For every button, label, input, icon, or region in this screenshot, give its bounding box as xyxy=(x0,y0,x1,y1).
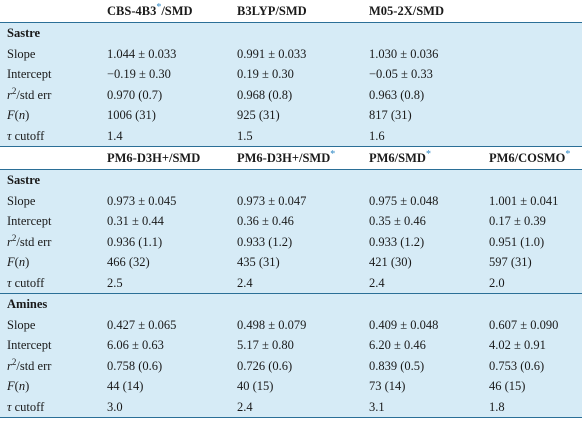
row-label: Intercept xyxy=(0,335,100,356)
row-label: Intercept xyxy=(0,64,100,85)
table-cell: 0.36 ± 0.46 xyxy=(230,211,362,232)
table-cell: 0.991 ± 0.033 xyxy=(230,44,362,65)
table-cell: 3.0 xyxy=(100,397,230,418)
table-cell: 40 (15) xyxy=(230,376,362,397)
table-row xyxy=(0,191,582,212)
row-label: Slope xyxy=(0,191,100,212)
table-cell: 2.0 xyxy=(482,273,582,294)
table-row xyxy=(0,376,582,397)
table-cell: 5.17 ± 0.80 xyxy=(230,335,362,356)
table-cell: 73 (14) xyxy=(362,376,482,397)
table-cell: 0.933 (1.2) xyxy=(230,232,362,253)
section-row xyxy=(0,294,582,315)
table-cell: 2.4 xyxy=(230,397,362,418)
row-label: Intercept xyxy=(0,211,100,232)
table-cell: 0.607 ± 0.090 xyxy=(482,315,582,336)
table-cell: 466 (32) xyxy=(100,252,230,273)
row-label: F(n) xyxy=(0,252,100,273)
table-cell: 0.726 (0.6) xyxy=(230,356,362,377)
row-label: $r^2$/std err xyxy=(0,232,100,253)
table-row xyxy=(0,397,582,418)
table-cell: 46 (15) xyxy=(482,376,582,397)
table-cell: 0.498 ± 0.079 xyxy=(230,315,362,336)
table-cell: 0.951 (1.0) xyxy=(482,232,582,253)
table-cell: 0.427 ± 0.065 xyxy=(100,315,230,336)
table-cell: 0.31 ± 0.44 xyxy=(100,211,230,232)
col-header-pm6-cosmo-star: PM6/COSMO* xyxy=(482,147,582,170)
section-row xyxy=(0,170,582,191)
table-cell: 0.973 ± 0.045 xyxy=(100,191,230,212)
table-cell: 44 (14) xyxy=(100,376,230,397)
table-cell: 1.5 xyxy=(230,126,362,147)
table-row xyxy=(0,64,582,85)
table-cell: 0.975 ± 0.048 xyxy=(362,191,482,212)
header-empty xyxy=(0,0,100,23)
table-cell: 0.839 (0.5) xyxy=(362,356,482,377)
table-cell: 0.936 (1.1) xyxy=(100,232,230,253)
table-cell: 0.17 ± 0.39 xyxy=(482,211,582,232)
table-cell: 925 (31) xyxy=(230,105,362,126)
row-label: F(n) xyxy=(0,105,100,126)
table-cell: 0.753 (0.6) xyxy=(482,356,582,377)
table-cell: −0.05 ± 0.33 xyxy=(362,64,482,85)
table-cell: 1.6 xyxy=(362,126,482,147)
table-cell: 817 (31) xyxy=(362,105,482,126)
row-label: Slope xyxy=(0,44,100,65)
section-label: Sastre xyxy=(0,170,100,191)
col-header-pm6-d3h-smd-star: PM6-D3H+/SMD* xyxy=(230,147,362,170)
col-header-m052x: M05-2X/SMD xyxy=(362,0,482,23)
table-cell: 1.8 xyxy=(482,397,582,418)
table-row xyxy=(0,315,582,336)
header-row-2 xyxy=(0,147,582,170)
table-cell: 0.409 ± 0.048 xyxy=(362,315,482,336)
row-label: τ cutoff xyxy=(0,397,100,418)
table-cell: 0.968 (0.8) xyxy=(230,85,362,106)
table-row xyxy=(0,105,582,126)
header-empty xyxy=(0,147,100,170)
col-header-pm6-smd-star: PM6/SMD* xyxy=(362,147,482,170)
table-cell: 0.933 (1.2) xyxy=(362,232,482,253)
table-cell: 435 (31) xyxy=(230,252,362,273)
header-row-1 xyxy=(0,0,582,23)
row-label: τ cutoff xyxy=(0,273,100,294)
table-cell: 2.5 xyxy=(100,273,230,294)
table-row xyxy=(0,44,582,65)
row-label: F(n) xyxy=(0,376,100,397)
table-row xyxy=(0,232,582,253)
table-cell: 0.19 ± 0.30 xyxy=(230,64,362,85)
row-label: Slope xyxy=(0,315,100,336)
table-row xyxy=(0,252,582,273)
table-cell: 1.001 ± 0.041 xyxy=(482,191,582,212)
section-label: Sastre xyxy=(0,23,100,44)
table-cell: 0.963 (0.8) xyxy=(362,85,482,106)
table-cell: −0.19 ± 0.30 xyxy=(100,64,230,85)
table-cell: 2.4 xyxy=(230,273,362,294)
table-cell: 0.970 (0.7) xyxy=(100,85,230,106)
table-cell: 6.20 ± 0.46 xyxy=(362,335,482,356)
row-label: τ cutoff xyxy=(0,126,100,147)
table-row xyxy=(0,356,582,377)
table-row xyxy=(0,211,582,232)
table-cell: 1.030 ± 0.036 xyxy=(362,44,482,65)
table-cell: 0.758 (0.6) xyxy=(100,356,230,377)
table-cell: 0.35 ± 0.46 xyxy=(362,211,482,232)
col-header-pm6-d3h-smd: PM6-D3H+/SMD xyxy=(100,147,230,170)
header-empty xyxy=(482,0,582,23)
row-label: $r^2$/std err xyxy=(0,356,100,377)
table-cell: 1006 (31) xyxy=(100,105,230,126)
table-cell: 421 (30) xyxy=(362,252,482,273)
table-row xyxy=(0,126,582,147)
table-row xyxy=(0,335,582,356)
table-cell: 0.973 ± 0.047 xyxy=(230,191,362,212)
table-cell: 3.1 xyxy=(362,397,482,418)
table-cell: 597 (31) xyxy=(482,252,582,273)
table-cell: 2.4 xyxy=(362,273,482,294)
col-header-b3lyp: B3LYP/SMD xyxy=(230,0,362,23)
table-cell: 6.06 ± 0.63 xyxy=(100,335,230,356)
table-cell: 1.4 xyxy=(100,126,230,147)
col-header-cbs4b3: CBS-4B3*/SMD xyxy=(100,0,230,23)
section-row xyxy=(0,23,582,44)
table-cell: 1.044 ± 0.033 xyxy=(100,44,230,65)
section-label: Amines xyxy=(0,294,100,315)
table-cell: 4.02 ± 0.91 xyxy=(482,335,582,356)
table-row xyxy=(0,273,582,294)
row-label: $r^2$/std err xyxy=(0,85,100,106)
table-row xyxy=(0,85,582,106)
